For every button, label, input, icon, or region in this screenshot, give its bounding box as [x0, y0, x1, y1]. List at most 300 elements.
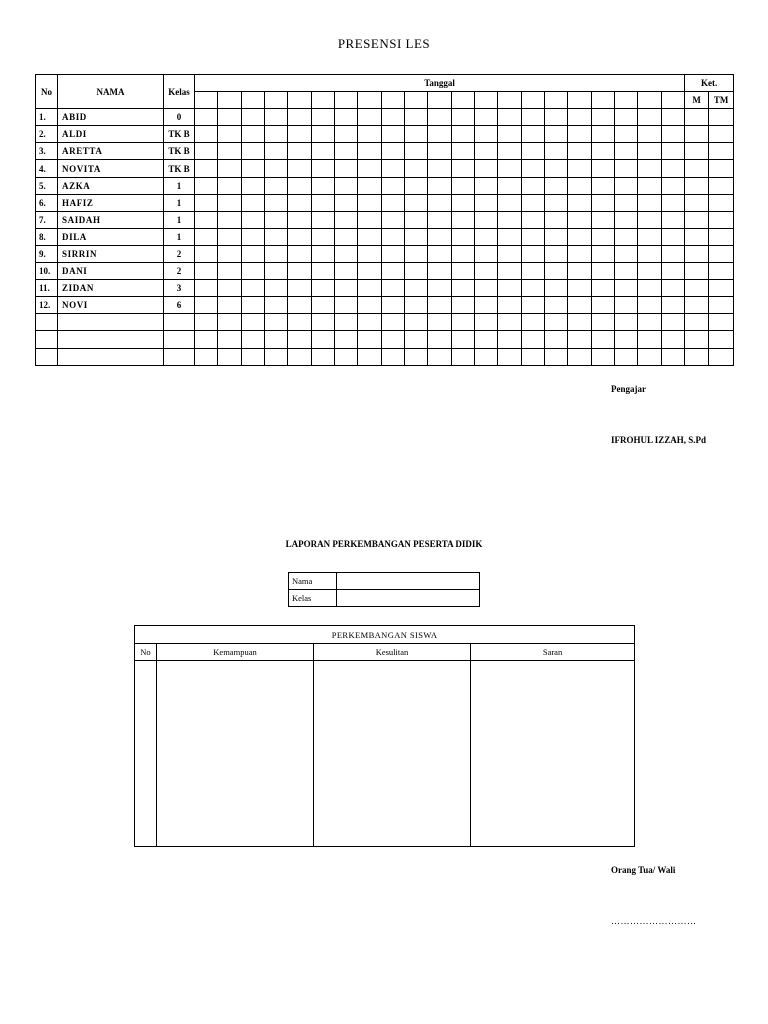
attendance-cell[interactable] — [591, 109, 614, 126]
attendance-cell[interactable] — [195, 143, 218, 160]
date-column-header[interactable] — [195, 92, 218, 109]
present-cell[interactable] — [685, 160, 709, 177]
present-cell[interactable] — [685, 263, 709, 280]
attendance-cell[interactable] — [358, 280, 381, 297]
attendance-cell[interactable] — [404, 245, 427, 262]
attendance-cell[interactable] — [544, 143, 567, 160]
attendance-cell[interactable] — [195, 280, 218, 297]
attendance-cell[interactable] — [498, 263, 521, 280]
date-column-header[interactable] — [498, 92, 521, 109]
attendance-cell[interactable] — [451, 263, 474, 280]
progress-cell-no[interactable] — [135, 661, 157, 847]
attendance-cell[interactable] — [614, 245, 637, 262]
attendance-cell[interactable] — [288, 245, 311, 262]
attendance-cell[interactable] — [474, 348, 497, 365]
absent-cell[interactable] — [709, 109, 734, 126]
progress-cell-ability[interactable] — [157, 661, 314, 847]
attendance-cell[interactable] — [241, 314, 264, 331]
attendance-cell[interactable] — [358, 143, 381, 160]
attendance-cell[interactable] — [661, 228, 685, 245]
absent-cell[interactable] — [709, 280, 734, 297]
absent-cell[interactable] — [709, 245, 734, 262]
attendance-cell[interactable] — [661, 245, 685, 262]
attendance-cell[interactable] — [661, 109, 685, 126]
date-column-header[interactable] — [381, 92, 404, 109]
attendance-cell[interactable] — [614, 228, 637, 245]
attendance-cell[interactable] — [381, 280, 404, 297]
attendance-cell[interactable] — [288, 177, 311, 194]
attendance-cell[interactable] — [568, 280, 591, 297]
attendance-cell[interactable] — [568, 126, 591, 143]
attendance-cell[interactable] — [195, 228, 218, 245]
attendance-cell[interactable] — [474, 263, 497, 280]
attendance-cell[interactable] — [638, 160, 661, 177]
attendance-cell[interactable] — [521, 331, 544, 348]
attendance-cell[interactable] — [638, 211, 661, 228]
attendance-cell[interactable] — [521, 314, 544, 331]
attendance-cell[interactable] — [498, 297, 521, 314]
attendance-cell[interactable] — [638, 228, 661, 245]
attendance-cell[interactable] — [428, 126, 451, 143]
present-cell[interactable] — [685, 245, 709, 262]
attendance-cell[interactable] — [591, 160, 614, 177]
attendance-cell[interactable] — [498, 348, 521, 365]
attendance-cell[interactable] — [288, 297, 311, 314]
present-cell[interactable] — [685, 126, 709, 143]
attendance-cell[interactable] — [521, 211, 544, 228]
attendance-cell[interactable] — [404, 109, 427, 126]
attendance-cell[interactable] — [264, 280, 287, 297]
attendance-cell[interactable] — [661, 331, 685, 348]
attendance-cell[interactable] — [264, 245, 287, 262]
attendance-cell[interactable] — [591, 314, 614, 331]
attendance-cell[interactable] — [661, 280, 685, 297]
date-column-header[interactable] — [218, 92, 241, 109]
attendance-cell[interactable] — [218, 143, 241, 160]
attendance-cell[interactable] — [614, 160, 637, 177]
attendance-cell[interactable] — [381, 348, 404, 365]
attendance-cell[interactable] — [381, 177, 404, 194]
attendance-cell[interactable] — [498, 211, 521, 228]
attendance-cell[interactable] — [428, 348, 451, 365]
attendance-cell[interactable] — [195, 126, 218, 143]
attendance-cell[interactable] — [311, 160, 334, 177]
attendance-cell[interactable] — [404, 126, 427, 143]
attendance-cell[interactable] — [334, 143, 357, 160]
present-cell[interactable] — [685, 348, 709, 365]
attendance-cell[interactable] — [334, 245, 357, 262]
attendance-cell[interactable] — [404, 211, 427, 228]
attendance-cell[interactable] — [334, 280, 357, 297]
attendance-cell[interactable] — [264, 194, 287, 211]
attendance-cell[interactable] — [661, 211, 685, 228]
attendance-cell[interactable] — [218, 160, 241, 177]
attendance-cell[interactable] — [474, 228, 497, 245]
attendance-cell[interactable] — [568, 228, 591, 245]
date-column-header[interactable] — [661, 92, 685, 109]
attendance-cell[interactable] — [638, 245, 661, 262]
attendance-cell[interactable] — [614, 314, 637, 331]
date-column-header[interactable] — [521, 92, 544, 109]
attendance-cell[interactable] — [474, 143, 497, 160]
attendance-cell[interactable] — [614, 109, 637, 126]
attendance-cell[interactable] — [264, 211, 287, 228]
attendance-cell[interactable] — [451, 297, 474, 314]
attendance-cell[interactable] — [451, 143, 474, 160]
attendance-cell[interactable] — [591, 245, 614, 262]
attendance-cell[interactable] — [498, 194, 521, 211]
date-column-header[interactable] — [568, 92, 591, 109]
attendance-cell[interactable] — [498, 280, 521, 297]
attendance-cell[interactable] — [428, 143, 451, 160]
attendance-cell[interactable] — [241, 126, 264, 143]
attendance-cell[interactable] — [404, 143, 427, 160]
attendance-cell[interactable] — [358, 194, 381, 211]
attendance-cell[interactable] — [218, 331, 241, 348]
attendance-cell[interactable] — [264, 126, 287, 143]
name-field[interactable] — [337, 573, 480, 590]
attendance-cell[interactable] — [288, 348, 311, 365]
attendance-cell[interactable] — [614, 263, 637, 280]
attendance-cell[interactable] — [498, 177, 521, 194]
attendance-cell[interactable] — [521, 297, 544, 314]
attendance-cell[interactable] — [195, 177, 218, 194]
attendance-cell[interactable] — [544, 126, 567, 143]
attendance-cell[interactable] — [195, 194, 218, 211]
attendance-cell[interactable] — [358, 177, 381, 194]
attendance-cell[interactable] — [614, 194, 637, 211]
attendance-cell[interactable] — [241, 331, 264, 348]
attendance-cell[interactable] — [334, 177, 357, 194]
absent-cell[interactable] — [709, 314, 734, 331]
attendance-cell[interactable] — [474, 126, 497, 143]
attendance-cell[interactable] — [591, 297, 614, 314]
attendance-cell[interactable] — [241, 245, 264, 262]
attendance-cell[interactable] — [358, 297, 381, 314]
attendance-cell[interactable] — [544, 211, 567, 228]
attendance-cell[interactable] — [638, 194, 661, 211]
absent-cell[interactable] — [709, 331, 734, 348]
present-cell[interactable] — [685, 211, 709, 228]
attendance-cell[interactable] — [428, 314, 451, 331]
date-column-header[interactable] — [358, 92, 381, 109]
attendance-cell[interactable] — [241, 228, 264, 245]
date-column-header[interactable] — [288, 92, 311, 109]
attendance-cell[interactable] — [241, 297, 264, 314]
attendance-cell[interactable] — [264, 228, 287, 245]
attendance-cell[interactable] — [311, 194, 334, 211]
class-field[interactable] — [337, 590, 480, 607]
attendance-cell[interactable] — [264, 331, 287, 348]
attendance-cell[interactable] — [381, 126, 404, 143]
absent-cell[interactable] — [709, 263, 734, 280]
attendance-cell[interactable] — [661, 160, 685, 177]
attendance-cell[interactable] — [474, 211, 497, 228]
attendance-cell[interactable] — [195, 331, 218, 348]
attendance-cell[interactable] — [334, 211, 357, 228]
attendance-cell[interactable] — [638, 348, 661, 365]
attendance-cell[interactable] — [638, 280, 661, 297]
attendance-cell[interactable] — [451, 177, 474, 194]
date-column-header[interactable] — [614, 92, 637, 109]
attendance-cell[interactable] — [334, 331, 357, 348]
attendance-cell[interactable] — [195, 160, 218, 177]
present-cell[interactable] — [685, 228, 709, 245]
attendance-cell[interactable] — [264, 263, 287, 280]
attendance-cell[interactable] — [614, 126, 637, 143]
attendance-cell[interactable] — [288, 143, 311, 160]
attendance-cell[interactable] — [288, 126, 311, 143]
attendance-cell[interactable] — [568, 348, 591, 365]
attendance-cell[interactable] — [474, 314, 497, 331]
attendance-cell[interactable] — [218, 245, 241, 262]
attendance-cell[interactable] — [521, 245, 544, 262]
attendance-cell[interactable] — [334, 194, 357, 211]
attendance-cell[interactable] — [521, 143, 544, 160]
attendance-cell[interactable] — [381, 297, 404, 314]
attendance-cell[interactable] — [218, 126, 241, 143]
attendance-cell[interactable] — [404, 314, 427, 331]
attendance-cell[interactable] — [544, 109, 567, 126]
attendance-cell[interactable] — [311, 314, 334, 331]
attendance-cell[interactable] — [591, 263, 614, 280]
attendance-cell[interactable] — [544, 280, 567, 297]
attendance-cell[interactable] — [218, 348, 241, 365]
attendance-cell[interactable] — [311, 143, 334, 160]
date-column-header[interactable] — [334, 92, 357, 109]
attendance-cell[interactable] — [521, 228, 544, 245]
attendance-cell[interactable] — [358, 160, 381, 177]
date-column-header[interactable] — [591, 92, 614, 109]
attendance-cell[interactable] — [591, 194, 614, 211]
attendance-cell[interactable] — [404, 160, 427, 177]
attendance-cell[interactable] — [614, 143, 637, 160]
attendance-cell[interactable] — [358, 314, 381, 331]
attendance-cell[interactable] — [358, 263, 381, 280]
absent-cell[interactable] — [709, 160, 734, 177]
attendance-cell[interactable] — [218, 228, 241, 245]
attendance-cell[interactable] — [521, 109, 544, 126]
attendance-cell[interactable] — [334, 126, 357, 143]
attendance-cell[interactable] — [498, 160, 521, 177]
attendance-cell[interactable] — [311, 109, 334, 126]
attendance-cell[interactable] — [661, 194, 685, 211]
absent-cell[interactable] — [709, 194, 734, 211]
attendance-cell[interactable] — [381, 263, 404, 280]
attendance-cell[interactable] — [614, 280, 637, 297]
attendance-cell[interactable] — [521, 348, 544, 365]
attendance-cell[interactable] — [334, 297, 357, 314]
attendance-cell[interactable] — [428, 194, 451, 211]
attendance-cell[interactable] — [544, 263, 567, 280]
present-cell[interactable] — [685, 194, 709, 211]
attendance-cell[interactable] — [568, 263, 591, 280]
present-cell[interactable] — [685, 331, 709, 348]
attendance-cell[interactable] — [638, 109, 661, 126]
attendance-cell[interactable] — [218, 263, 241, 280]
attendance-cell[interactable] — [474, 280, 497, 297]
attendance-cell[interactable] — [358, 211, 381, 228]
attendance-cell[interactable] — [404, 280, 427, 297]
attendance-cell[interactable] — [544, 245, 567, 262]
date-column-header[interactable] — [241, 92, 264, 109]
attendance-cell[interactable] — [428, 109, 451, 126]
attendance-cell[interactable] — [614, 211, 637, 228]
attendance-cell[interactable] — [218, 177, 241, 194]
attendance-cell[interactable] — [474, 160, 497, 177]
attendance-cell[interactable] — [264, 297, 287, 314]
attendance-cell[interactable] — [428, 331, 451, 348]
attendance-cell[interactable] — [288, 331, 311, 348]
attendance-cell[interactable] — [544, 314, 567, 331]
absent-cell[interactable] — [709, 126, 734, 143]
attendance-cell[interactable] — [288, 228, 311, 245]
attendance-cell[interactable] — [334, 228, 357, 245]
attendance-cell[interactable] — [428, 297, 451, 314]
attendance-cell[interactable] — [614, 331, 637, 348]
attendance-cell[interactable] — [404, 297, 427, 314]
attendance-cell[interactable] — [311, 228, 334, 245]
attendance-cell[interactable] — [451, 314, 474, 331]
attendance-cell[interactable] — [591, 280, 614, 297]
attendance-cell[interactable] — [474, 177, 497, 194]
attendance-cell[interactable] — [521, 280, 544, 297]
attendance-cell[interactable] — [498, 109, 521, 126]
attendance-cell[interactable] — [451, 245, 474, 262]
attendance-cell[interactable] — [195, 297, 218, 314]
attendance-cell[interactable] — [334, 314, 357, 331]
attendance-cell[interactable] — [311, 263, 334, 280]
attendance-cell[interactable] — [661, 143, 685, 160]
attendance-cell[interactable] — [474, 194, 497, 211]
attendance-cell[interactable] — [264, 348, 287, 365]
attendance-cell[interactable] — [568, 314, 591, 331]
attendance-cell[interactable] — [311, 177, 334, 194]
date-column-header[interactable] — [451, 92, 474, 109]
attendance-cell[interactable] — [544, 177, 567, 194]
attendance-cell[interactable] — [218, 314, 241, 331]
attendance-cell[interactable] — [218, 297, 241, 314]
attendance-cell[interactable] — [544, 228, 567, 245]
attendance-cell[interactable] — [638, 126, 661, 143]
attendance-cell[interactable] — [358, 348, 381, 365]
attendance-cell[interactable] — [614, 297, 637, 314]
attendance-cell[interactable] — [241, 263, 264, 280]
attendance-cell[interactable] — [381, 314, 404, 331]
attendance-cell[interactable] — [451, 228, 474, 245]
attendance-cell[interactable] — [591, 228, 614, 245]
attendance-cell[interactable] — [428, 160, 451, 177]
absent-cell[interactable] — [709, 348, 734, 365]
date-column-header[interactable] — [264, 92, 287, 109]
attendance-cell[interactable] — [568, 211, 591, 228]
attendance-cell[interactable] — [661, 314, 685, 331]
attendance-cell[interactable] — [638, 143, 661, 160]
attendance-cell[interactable] — [451, 194, 474, 211]
attendance-cell[interactable] — [544, 194, 567, 211]
attendance-cell[interactable] — [428, 245, 451, 262]
attendance-cell[interactable] — [544, 331, 567, 348]
attendance-cell[interactable] — [428, 177, 451, 194]
attendance-cell[interactable] — [521, 177, 544, 194]
attendance-cell[interactable] — [404, 263, 427, 280]
attendance-cell[interactable] — [568, 331, 591, 348]
attendance-cell[interactable] — [195, 314, 218, 331]
attendance-cell[interactable] — [568, 297, 591, 314]
present-cell[interactable] — [685, 143, 709, 160]
attendance-cell[interactable] — [264, 143, 287, 160]
attendance-cell[interactable] — [334, 263, 357, 280]
attendance-cell[interactable] — [264, 160, 287, 177]
absent-cell[interactable] — [709, 297, 734, 314]
attendance-cell[interactable] — [195, 211, 218, 228]
attendance-cell[interactable] — [498, 126, 521, 143]
attendance-cell[interactable] — [311, 331, 334, 348]
attendance-cell[interactable] — [288, 263, 311, 280]
attendance-cell[interactable] — [451, 109, 474, 126]
attendance-cell[interactable] — [474, 297, 497, 314]
attendance-cell[interactable] — [591, 126, 614, 143]
attendance-cell[interactable] — [428, 211, 451, 228]
attendance-cell[interactable] — [498, 245, 521, 262]
absent-cell[interactable] — [709, 211, 734, 228]
attendance-cell[interactable] — [591, 331, 614, 348]
attendance-cell[interactable] — [288, 194, 311, 211]
attendance-cell[interactable] — [241, 211, 264, 228]
attendance-cell[interactable] — [381, 143, 404, 160]
attendance-cell[interactable] — [381, 245, 404, 262]
attendance-cell[interactable] — [614, 177, 637, 194]
attendance-cell[interactable] — [544, 297, 567, 314]
attendance-cell[interactable] — [474, 245, 497, 262]
progress-cell-suggestion[interactable] — [471, 661, 635, 847]
attendance-cell[interactable] — [288, 314, 311, 331]
attendance-cell[interactable] — [661, 348, 685, 365]
attendance-cell[interactable] — [311, 126, 334, 143]
attendance-cell[interactable] — [241, 109, 264, 126]
date-column-header[interactable] — [638, 92, 661, 109]
progress-cell-difficulty[interactable] — [314, 661, 471, 847]
attendance-cell[interactable] — [334, 160, 357, 177]
attendance-cell[interactable] — [568, 143, 591, 160]
attendance-cell[interactable] — [334, 109, 357, 126]
attendance-cell[interactable] — [591, 211, 614, 228]
attendance-cell[interactable] — [451, 331, 474, 348]
attendance-cell[interactable] — [661, 177, 685, 194]
attendance-cell[interactable] — [404, 177, 427, 194]
attendance-cell[interactable] — [358, 126, 381, 143]
attendance-cell[interactable] — [521, 263, 544, 280]
attendance-cell[interactable] — [241, 160, 264, 177]
attendance-cell[interactable] — [568, 160, 591, 177]
attendance-cell[interactable] — [428, 263, 451, 280]
attendance-cell[interactable] — [288, 280, 311, 297]
attendance-cell[interactable] — [311, 297, 334, 314]
attendance-cell[interactable] — [591, 177, 614, 194]
attendance-cell[interactable] — [451, 160, 474, 177]
attendance-cell[interactable] — [218, 211, 241, 228]
attendance-cell[interactable] — [195, 109, 218, 126]
attendance-cell[interactable] — [428, 228, 451, 245]
attendance-cell[interactable] — [311, 280, 334, 297]
attendance-cell[interactable] — [474, 331, 497, 348]
attendance-cell[interactable] — [544, 348, 567, 365]
absent-cell[interactable] — [709, 177, 734, 194]
attendance-cell[interactable] — [264, 177, 287, 194]
attendance-cell[interactable] — [311, 211, 334, 228]
attendance-cell[interactable] — [498, 143, 521, 160]
attendance-cell[interactable] — [568, 245, 591, 262]
